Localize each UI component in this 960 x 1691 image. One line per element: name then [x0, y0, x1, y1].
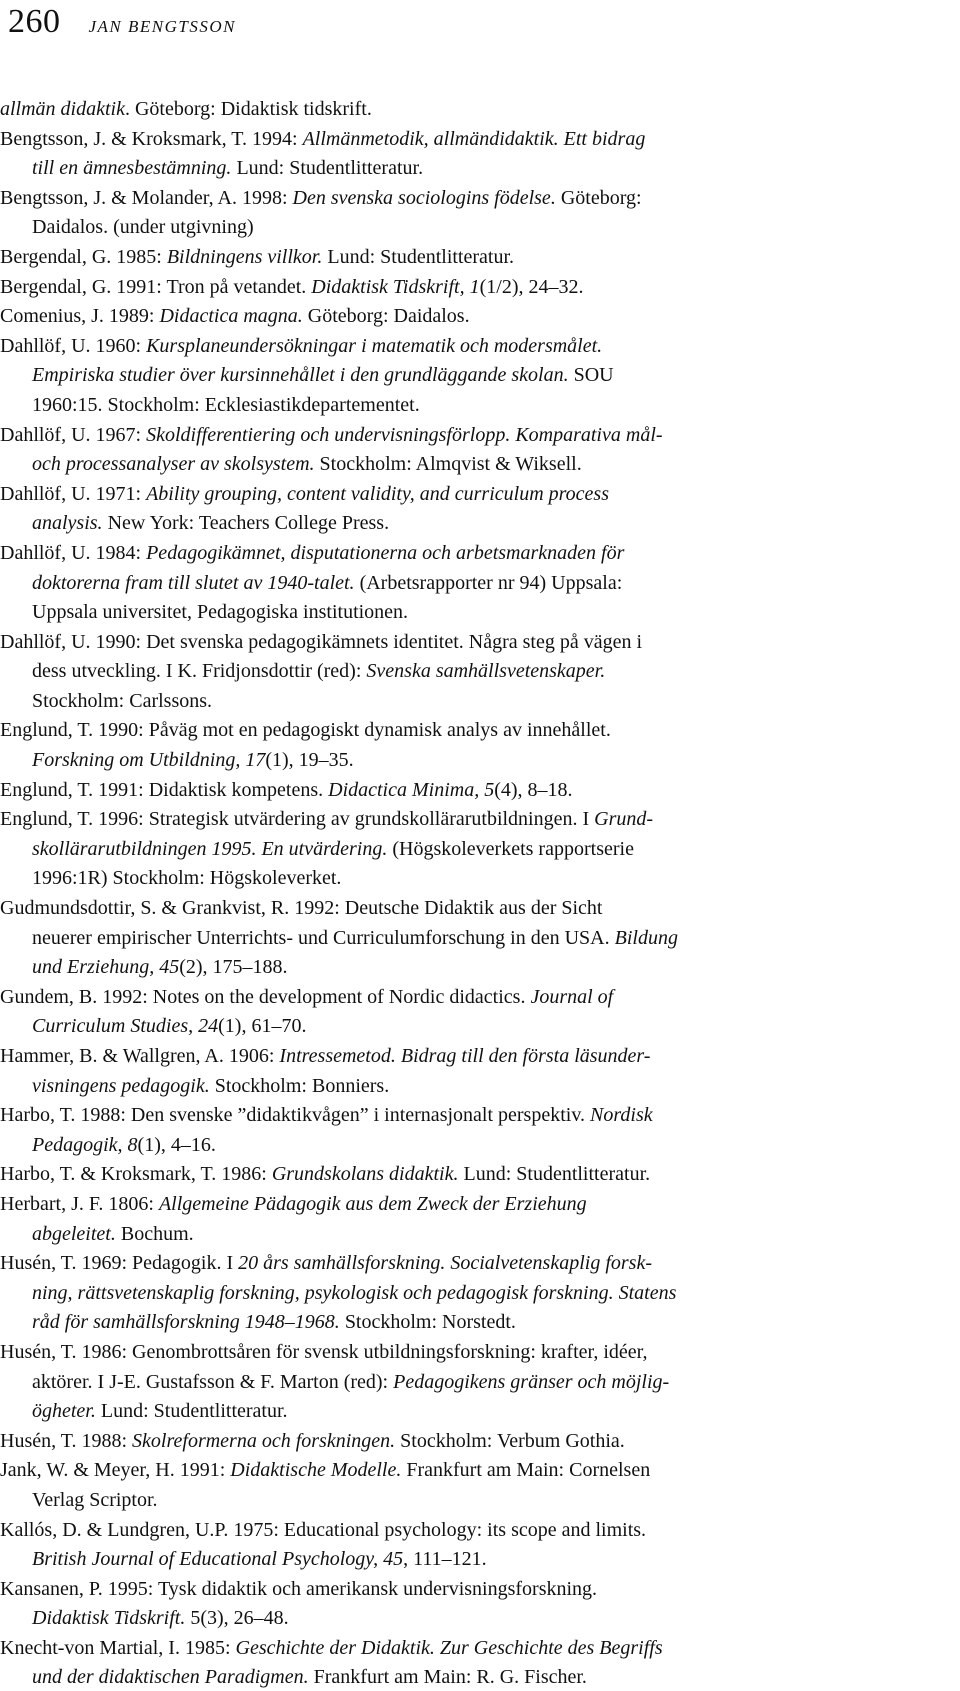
reference-entry: [0, 894, 940, 983]
reference-text: (1), 61–70.: [218, 1015, 307, 1038]
reference-entry: [0, 1456, 940, 1515]
reference-text: (Högskoleverkets rapportserie: [387, 837, 634, 860]
reference-title-text: Pedagogikens gränser och möjlig-: [393, 1370, 670, 1393]
reference-text: Hammer, B. & Wallgren, A. 1906:: [0, 1045, 280, 1067]
reference-text: Dahllöf, U. 1984:: [0, 541, 147, 564]
reference-entry: [0, 1634, 940, 1691]
reference-entry: [0, 1160, 940, 1190]
reference-text: Husén, T. 1988:: [0, 1429, 133, 1452]
reference-text: Kansanen, P. 1995: Tysk didaktik och amerikansk undervisningsforskning.: [0, 1577, 598, 1600]
reference-entry: [0, 95, 940, 125]
reference-text: Harbo, T. & Kroksmark, T. 1986:: [0, 1163, 272, 1186]
reference-text: Englund, T. 1991: Didaktisk kompetens.: [0, 778, 329, 801]
reference-text: (4), 8–18.: [494, 778, 573, 801]
reference-text: Lund: Studentlitteratur.: [95, 1400, 288, 1423]
reference-title-text: Allmänmetodik, allmändidaktik. Ett bidrag: [302, 127, 646, 150]
reference-text: Dahllöf, U. 1971:: [0, 482, 147, 505]
reference-title-text: skollärarutbildningen 1995. En utvärdering.: [32, 837, 388, 860]
reference-title-text: Curriculum Studies, 24: [32, 1015, 219, 1038]
reference-text: Husén, T. 1986: Genombrottsåren för svensk utbildningsforskning: krafter, idéer,: [0, 1340, 648, 1363]
reference-text: Frankfurt am Main: Cornelsen: [401, 1459, 651, 1482]
reference-entry: [0, 1516, 940, 1575]
reference-text: Lund: Studentlitteratur.: [231, 157, 424, 180]
reference-title-text: Den svenska sociologins födelse.: [292, 186, 556, 209]
reference-text: 1960:15. Stockholm: Ecklesiastikdepartementet.: [32, 393, 420, 416]
reference-title-text: till en ämnesbestämning.: [32, 157, 232, 180]
reference-title-text: Skoldifferentiering och undervisningsförlopp. Komparativa mål-: [146, 423, 663, 446]
reference-text: Bergendal, G. 1985:: [0, 245, 167, 268]
reference-text: Bengtsson, J. & Kroksmark, T. 1994:: [0, 127, 303, 150]
reference-title-text: Nordisk: [590, 1104, 653, 1127]
reference-text: Jank, W. & Meyer, H. 1991:: [0, 1459, 231, 1482]
reference-text: Knecht-von Martial, I. 1985:: [0, 1636, 236, 1659]
reference-title-text: Didactica magna.: [159, 305, 303, 328]
reference-title-text: Intressemetod. Bidrag till den första läsunder-: [279, 1045, 651, 1067]
reference-entry: [0, 628, 940, 717]
reference-title-text: Didaktisk Tidskrift, 1: [311, 275, 480, 298]
reference-entry: [0, 184, 940, 243]
reference-title-text: visningens pedagogik.: [32, 1074, 210, 1097]
reference-title-text: ögheter.: [32, 1400, 96, 1423]
reference-title-text: Grundskolans didaktik.: [271, 1163, 459, 1186]
reference-text: Kallós, D. & Lundgren, U.P. 1975: Educational psychology: its scope and limits.: [0, 1518, 647, 1541]
reference-title-text: allmän didaktik: [0, 98, 125, 120]
reference-text: dess utveckling. I K. Fridjonsdottir (red):: [32, 660, 367, 683]
reference-text: Göteborg:: [555, 186, 642, 209]
reference-title-text: Kursplaneundersökningar i matematik och modersmålet.: [146, 334, 603, 357]
reference-text: Herbart, J. F. 1806:: [0, 1192, 159, 1215]
reference-entry: [0, 1338, 940, 1427]
reference-text: Bergendal, G. 1991: Tron på vetandet.: [0, 275, 312, 298]
reference-text: Göteborg: Daidalos.: [302, 305, 470, 328]
reference-entry: [0, 1249, 940, 1338]
reference-title-text: Didactica Minima, 5: [328, 778, 495, 801]
reference-title-text: Allgemeine Pädagogik aus dem Zweck der Erziehung: [158, 1192, 587, 1215]
reference-entry: [0, 302, 940, 332]
reference-title-text: Pedagogik, 8: [32, 1133, 138, 1156]
reference-entry: [0, 125, 940, 184]
reference-entry: [0, 332, 940, 421]
reference-entry: [0, 539, 940, 628]
reference-entry: [0, 480, 940, 539]
reference-text: (1/2), 24–32.: [479, 275, 584, 298]
reference-text: Dahllöf, U. 1967:: [0, 423, 147, 446]
reference-text: New York: Teachers College Press.: [102, 512, 390, 535]
reference-entry: [0, 1190, 940, 1249]
reference-text: Stockholm: Carlssons.: [32, 689, 213, 712]
page-header: [8, 0, 236, 48]
reference-text: Stockholm: Almqvist & Wiksell.: [314, 453, 582, 476]
reference-text: Bochum.: [115, 1222, 194, 1245]
reference-text: Lund: Studentlitteratur.: [458, 1163, 651, 1186]
reference-text: aktörer. I J-E. Gustafsson & F. Marton (red):: [32, 1370, 394, 1393]
reference-title-text: Forskning om Utbildning, 17: [32, 749, 266, 772]
reference-list: [0, 95, 940, 1691]
reference-text: Comenius, J. 1989:: [0, 305, 160, 328]
reference-text: Englund, T. 1990: Påväg mot en pedagogiskt dynamisk analys av innehållet.: [0, 719, 611, 742]
reference-title-text: Grund-: [594, 808, 654, 831]
reference-entry: [0, 1042, 940, 1101]
reference-title-text: British Journal of Educational Psychology, 45: [32, 1548, 404, 1571]
reference-title-text: Geschichte der Didaktik. Zur Geschichte des Begriffs: [235, 1636, 663, 1659]
reference-text: Englund, T. 1996: Strategisk utvärdering av grundskollärarutbildningen. I: [0, 808, 595, 831]
reference-text: Verlag Scriptor.: [32, 1488, 158, 1511]
reference-title-text: und Erziehung, 45: [32, 956, 180, 979]
reference-text: Dahllöf, U. 1960:: [0, 334, 147, 357]
reference-entry: [0, 776, 940, 806]
reference-text: Bengtsson, J. & Molander, A. 1998:: [0, 186, 293, 209]
reference-entry: [0, 1101, 940, 1160]
reference-text: Harbo, T. 1988: Den svenske ”didaktikvågen” i internasjonalt perspektiv.: [0, 1104, 591, 1127]
reference-text: Daidalos. (under utgivning): [32, 216, 254, 239]
reference-title-text: Didaktisk Tidskrift.: [32, 1607, 186, 1630]
reference-text: (Arbetsrapporter nr 94) Uppsala:: [354, 571, 623, 594]
reference-title-text: Pedagogikämnet, disputationerna och arbetsmarknaden för: [146, 541, 625, 564]
reference-text: SOU: [568, 364, 614, 387]
reference-title-text: Journal of: [530, 985, 614, 1008]
reference-text: (1), 4–16.: [137, 1133, 216, 1156]
reference-text: Stockholm: Verbum Gothia.: [395, 1429, 625, 1452]
reference-text: (2), 175–188.: [179, 956, 288, 979]
reference-text: Stockholm: Norstedt.: [339, 1311, 516, 1334]
reference-title-text: råd för samhällsforskning 1948–1968.: [32, 1311, 340, 1334]
reference-entry: [0, 1575, 940, 1634]
reference-title-text: Svenska samhällsvetenskaper.: [366, 660, 606, 683]
reference-title-text: ning, rättsvetenskaplig forskning, psykologisk och pedagogisk forskning. Statens: [32, 1281, 677, 1304]
reference-title-text: Didaktische Modelle.: [230, 1459, 402, 1482]
reference-title-text: Bildningens villkor.: [166, 245, 323, 268]
reference-entry: [0, 1427, 940, 1457]
reference-text: (1), 19–35.: [265, 749, 354, 772]
reference-entry: [0, 273, 940, 303]
reference-title-text: analysis.: [32, 512, 103, 535]
reference-title-text: och processanalyser av skolsystem.: [32, 453, 315, 476]
reference-text: 5(3), 26–48.: [185, 1607, 289, 1630]
reference-text: Lund: Studentlitteratur.: [322, 245, 515, 268]
reference-title-text: Ability grouping, content validity, and curriculum process: [146, 482, 609, 505]
page-number: 260: [8, 3, 61, 40]
running-head: JAN BENGTSSON: [88, 17, 236, 36]
reference-text: , 111–121.: [403, 1548, 487, 1571]
reference-title-text: Skolreformerna och forskningen.: [132, 1429, 396, 1452]
reference-title-text: abgeleitet.: [32, 1222, 116, 1245]
reference-text: Stockholm: Bonniers.: [209, 1074, 390, 1097]
reference-title-text: Bildung: [614, 926, 678, 949]
reference-entry: [0, 421, 940, 480]
reference-text: Husén, T. 1969: Pedagogik. I: [0, 1252, 239, 1275]
reference-title-text: Empiriska studier över kursinnehållet i den grundläggande skolan.: [32, 364, 569, 387]
reference-text: . Göteborg: Didaktisk tidskrift.: [124, 98, 372, 120]
reference-text: Gudmundsdottir, S. & Grankvist, R. 1992: Deutsche Didaktik aus der Sicht: [0, 897, 603, 920]
reference-text: Uppsala universitet, Pedagogiska institutionen.: [32, 601, 409, 624]
reference-entry: [0, 716, 940, 775]
reference-text: Gundem, B. 1992: Notes on the development of Nordic didactics.: [0, 985, 531, 1008]
reference-entry: [0, 805, 940, 894]
reference-text: 1996:1R) Stockholm: Högskoleverket.: [32, 867, 342, 890]
reference-title-text: doktorerna fram till slutet av 1940-talet.: [32, 571, 355, 594]
reference-title-text: und der didaktischen Paradigmen.: [32, 1666, 309, 1689]
reference-text: neuerer empirischer Unterrichts- und Curriculumforschung in den USA.: [32, 926, 615, 949]
reference-title-text: 20 års samhällsforskning. Socialvetenskaplig forsk-: [238, 1252, 652, 1275]
reference-entry: [0, 983, 940, 1042]
reference-text: Frankfurt am Main: R. G. Fischer.: [308, 1666, 587, 1689]
reference-text: Dahllöf, U. 1990: Det svenska pedagogikämnets identitet. Några steg på vägen i: [0, 630, 643, 653]
reference-entry: [0, 243, 940, 273]
